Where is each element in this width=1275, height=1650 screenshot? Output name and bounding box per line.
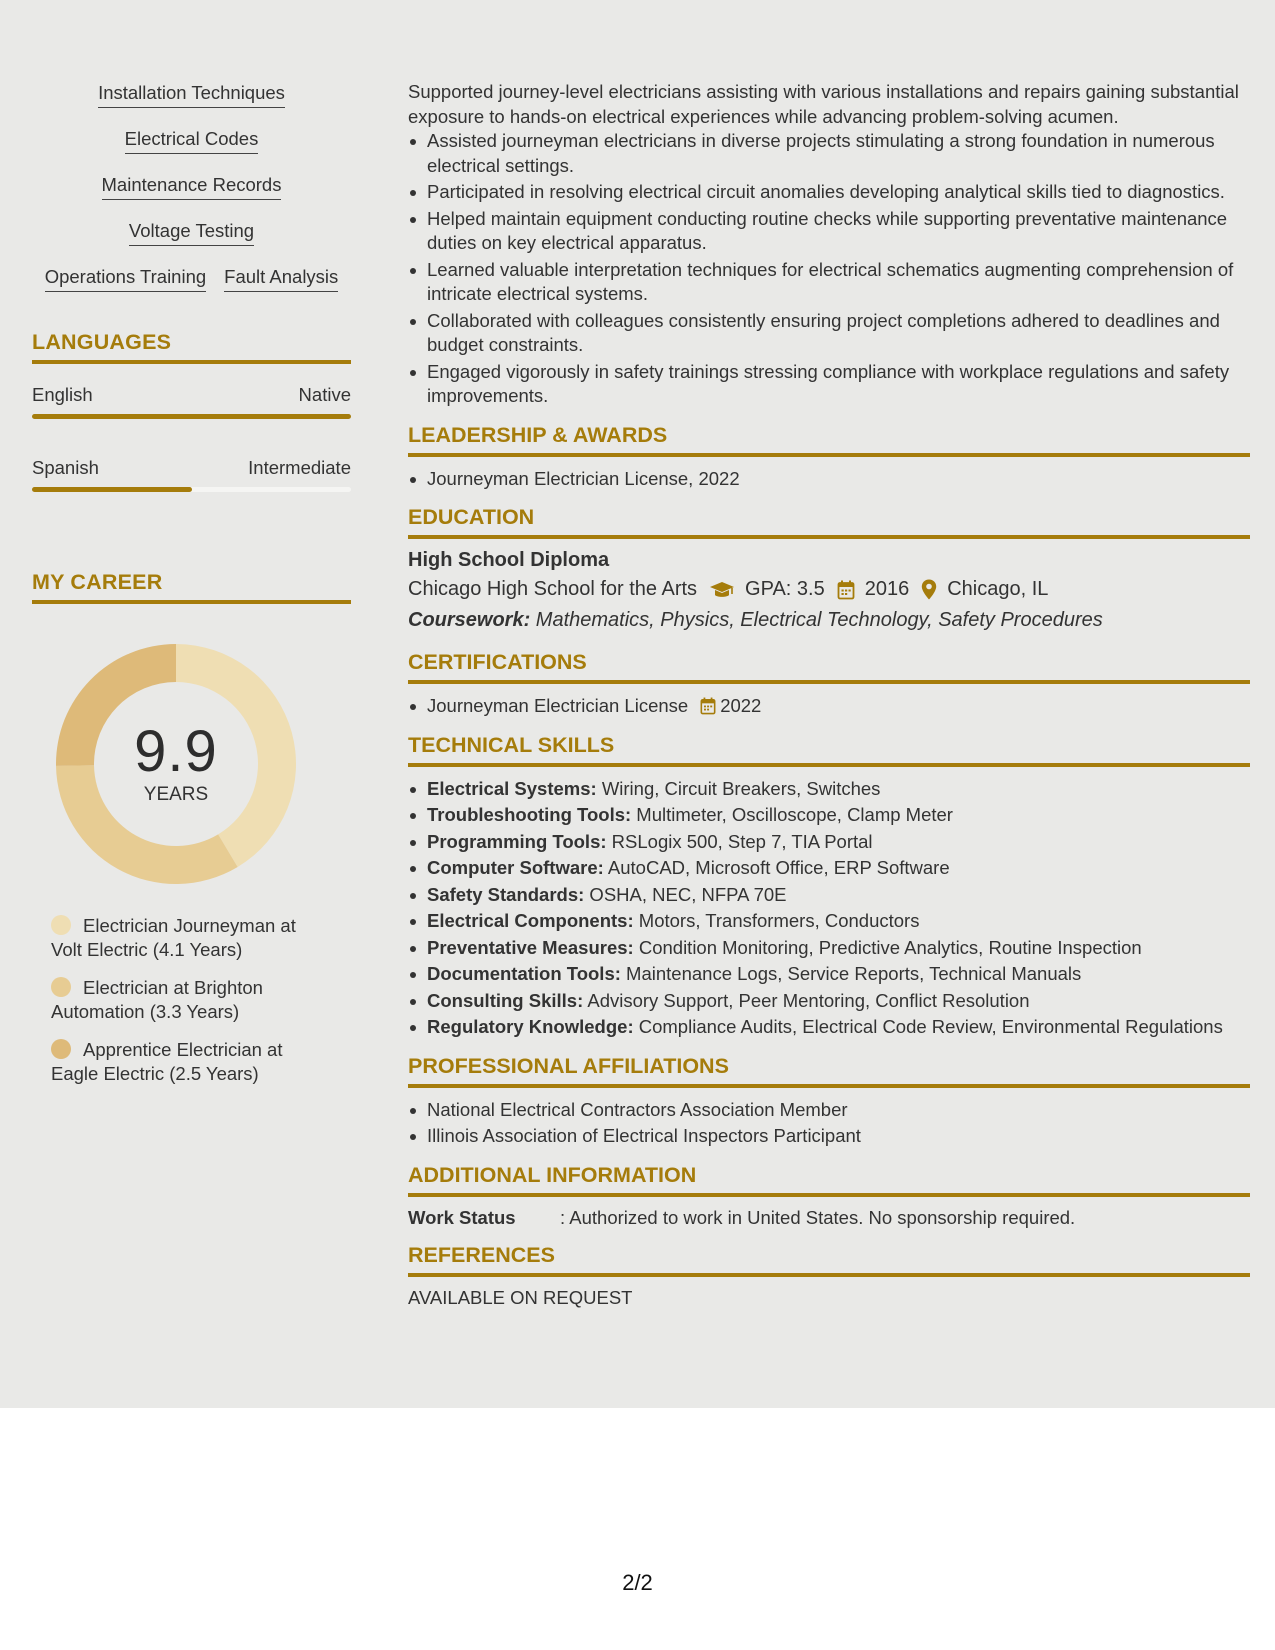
- education-degree: High School Diploma: [408, 549, 610, 571]
- skill-values: Wiring, Circuit Breakers, Switches: [596, 777, 881, 799]
- language-bar-fill: [32, 487, 192, 492]
- legend-label: Apprentice Electrician at Eagle Electric (2.5 Years): [51, 1039, 283, 1084]
- leadership-item: Journeyman Electrician License, 2022: [408, 467, 1250, 492]
- language-bar-fill: [32, 414, 351, 419]
- technical-skill-item: [408, 936, 1250, 961]
- references-heading: REFERENCES: [408, 1243, 1250, 1277]
- experience-bullet: Helped maintain equipment conducting routine checks while supporting preventative maintenance duties on key electrical apparatus.: [408, 207, 1250, 256]
- career-total: [56, 644, 296, 884]
- technical-skill-item: [408, 803, 1250, 828]
- language-name: English: [32, 384, 93, 405]
- calendar-icon: [700, 697, 716, 715]
- language-level: Native: [298, 384, 351, 405]
- skill-values: OSHA, NEC, NFPA 70E: [584, 883, 787, 905]
- skill-values: AutoCAD, Microsoft Office, ERP Software: [603, 857, 950, 878]
- technical-skill-item: [408, 989, 1250, 1014]
- languages-list: [32, 384, 351, 492]
- education-school: Chicago High School for the Arts: [408, 578, 698, 600]
- skill-category: Regulatory Knowledge:: [427, 1016, 634, 1037]
- experience-bullet: Collaborated with colleagues consistently ensuring project completions adhered to deadlines and budget constraints.: [408, 309, 1250, 358]
- skill-values: Condition Monitoring, Predictive Analytics, Routine Inspection: [633, 936, 1142, 958]
- language-row: [32, 384, 351, 406]
- skill-tag: Operations Training: [45, 266, 206, 292]
- certifications-heading: CERTIFICATIONS: [408, 650, 1250, 684]
- skill-category: Troubleshooting Tools:: [427, 804, 632, 825]
- work-status-label: Work Status: [408, 1206, 516, 1228]
- skill-tags: [32, 82, 351, 292]
- certification-item: [408, 694, 1250, 719]
- language-bar: [32, 414, 351, 419]
- career-legend-item: [51, 914, 311, 962]
- language-name: Spanish: [32, 457, 99, 478]
- certification-year: 2022: [720, 695, 762, 716]
- skill-row: [32, 174, 351, 200]
- leadership-heading: LEADERSHIP & AWARDS: [408, 423, 1250, 457]
- certifications-list: [408, 694, 1250, 719]
- skill-tag: Installation Techniques: [98, 82, 285, 108]
- education-coursework: [408, 609, 1250, 632]
- education-year: 2016: [864, 578, 910, 600]
- career-heading: MY CAREER: [32, 570, 351, 604]
- affiliations-list: [408, 1098, 1250, 1149]
- career-legend-item: [51, 1038, 311, 1086]
- experience-bullets: [408, 129, 1250, 409]
- legend-dot: [51, 977, 71, 997]
- skill-row: [32, 266, 351, 292]
- language-row: [32, 457, 351, 479]
- references-text: AVAILABLE ON REQUEST: [408, 1286, 633, 1308]
- skill-category: Computer Software:: [427, 857, 604, 878]
- skill-values: RSLogix 500, Step 7, TIA Portal: [606, 830, 873, 852]
- technical-skill-item: [408, 830, 1250, 855]
- skill-values: Advisory Support, Peer Mentoring, Conflict Resolution: [583, 989, 1030, 1011]
- skill-row: [32, 82, 351, 108]
- skill-tag: Fault Analysis: [224, 266, 338, 292]
- legend-label: Electrician Journeyman at Volt Electric (4.1 Years): [51, 915, 296, 960]
- skill-category: Safety Standards:: [427, 883, 585, 905]
- experience-bullet: Participated in resolving electrical circuit anomalies developing analytical skills tied to diagnostics.: [408, 180, 1250, 205]
- page-number: 2/2: [622, 1570, 653, 1595]
- skill-values: Compliance Audits, Electrical Code Review, Environmental Regulations: [633, 1016, 1223, 1037]
- skill-category: Preventative Measures:: [427, 936, 634, 958]
- education-location: Chicago, IL: [947, 578, 1049, 600]
- technical-skills-list: [408, 777, 1250, 1040]
- skill-values: Motors, Transformers, Conductors: [633, 910, 920, 931]
- location-pin-icon: [921, 579, 937, 600]
- additional-info-heading: ADDITIONAL INFORMATION: [408, 1163, 1250, 1197]
- skill-tag: Maintenance Records: [102, 174, 282, 200]
- career-total-unit: YEARS: [143, 784, 209, 805]
- career-donut-chart: [56, 644, 296, 884]
- technical-skill-item: [408, 1015, 1250, 1040]
- skill-category: Electrical Systems:: [427, 777, 597, 799]
- affiliations-heading: PROFESSIONAL AFFILIATIONS: [408, 1054, 1250, 1088]
- skill-values: Maintenance Logs, Service Reports, Technical Manuals: [620, 963, 1082, 984]
- calendar-icon: [837, 580, 855, 600]
- experience-bullet: Assisted journeyman electricians in diverse projects stimulating a strong foundation in numerous electrical settings.: [408, 129, 1250, 178]
- career-total-value: 9.9: [134, 719, 218, 784]
- skill-row: [32, 220, 351, 246]
- technical-skill-item: [408, 909, 1250, 934]
- education-gpa: GPA: 3.5: [745, 578, 825, 600]
- legend-dot: [51, 1039, 71, 1059]
- language-level: Intermediate: [248, 457, 351, 478]
- technical-skill-item: [408, 883, 1250, 908]
- skill-values: Multimeter, Oscilloscope, Clamp Meter: [631, 804, 953, 825]
- legend-dot: [51, 915, 71, 935]
- affiliation-item: Illinois Association of Electrical Inspectors Participant: [408, 1124, 1250, 1149]
- experience-summary: Supported journey-level electricians assisting with various installations and repairs gaining substantial exposure to hands-on electrical experiences while advancing problem-solving acumen.: [408, 81, 1239, 127]
- language-bar: [32, 487, 351, 492]
- certification-name: Journeyman Electrician License: [427, 695, 689, 716]
- skill-category: Programming Tools:: [427, 830, 607, 852]
- skill-row: [32, 128, 351, 154]
- technical-skill-item: [408, 777, 1250, 802]
- leadership-list: [408, 467, 1250, 492]
- coursework-label: Coursework:: [408, 609, 531, 631]
- skill-category: Electrical Components:: [427, 910, 634, 931]
- coursework-text: Mathematics, Physics, Electrical Technology, Safety Procedures: [530, 609, 1103, 631]
- education-details: [408, 578, 1250, 601]
- technical-skill-item: [408, 856, 1250, 881]
- education-heading: EDUCATION: [408, 505, 1250, 539]
- skill-category: Consulting Skills:: [427, 989, 584, 1011]
- right-column: [408, 80, 1250, 1309]
- legend-label: Electrician at Brighton Automation (3.3 Years): [51, 977, 263, 1022]
- skill-tag: Electrical Codes: [125, 128, 259, 154]
- career-legend-item: [51, 976, 311, 1024]
- left-column: [32, 82, 351, 1100]
- technical-skills-heading: TECHNICAL SKILLS: [408, 733, 1250, 767]
- graduation-cap-icon: [709, 580, 735, 600]
- languages-heading: LANGUAGES: [32, 330, 351, 364]
- affiliation-item: National Electrical Contractors Association Member: [408, 1098, 1250, 1123]
- technical-skill-item: [408, 962, 1250, 987]
- work-status-value: : Authorized to work in United States. No sponsorship required.: [560, 1206, 1076, 1228]
- skill-tag: Voltage Testing: [129, 220, 254, 246]
- work-status-row: [408, 1207, 1250, 1229]
- experience-bullet: Engaged vigorously in safety trainings stressing compliance with workplace regulations and safety improvements.: [408, 360, 1250, 409]
- career-legend: [51, 914, 311, 1086]
- skill-category: Documentation Tools:: [427, 963, 621, 984]
- experience-bullet: Learned valuable interpretation techniques for electrical schematics augmenting comprehension of intricate electrical systems.: [408, 258, 1250, 307]
